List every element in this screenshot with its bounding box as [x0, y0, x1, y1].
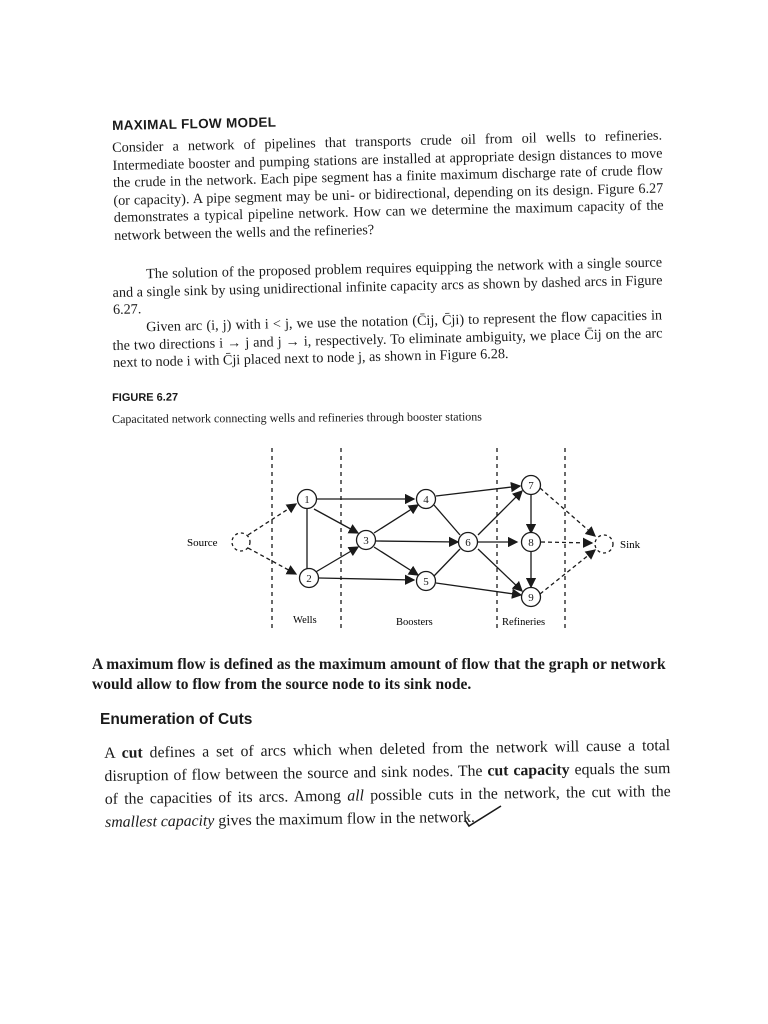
paragraph-1: Consider a network of pipelines that transports crude oil from oil wells to refineries. Intermediate booster and pumping stations are installed at appropriate design distances to move the crude in the network. Each pipe segment has a finite maximum discharge rate of crude flow (or capacity). A pipe segment may be uni- or bidirectional, depending on its design. Figure 6.27 demonstrates a typical pipeline network. How can we determine the maximum capacity of the network between the wells and the refineries? — [112, 127, 664, 244]
cuts-text-9: gives the maximum flow in the network. — [214, 808, 476, 830]
max-flow-definition: A maximum flow is defined as the maximum amount of flow that the graph or network would allow to flow from the source node to its sink node. — [92, 656, 666, 693]
node-1-label: 1 — [304, 494, 310, 506]
cuts-text-5: equals the sum of the capacities of its arcs. Among — [104, 760, 671, 808]
node-2-label: 2 — [306, 573, 312, 585]
paragraph-intro — [112, 128, 664, 245]
paragraph-3: Given arc (i, j) with i < j, we use the notation (C̄ij, C̄ji) to represent the flow capacities in the two directions i → j and j → i, respectively. To eliminate ambiguity, we place C̄ij on the arc next to node i with C̄ji placed next to node j, as shown in Figure 6.28. — [112, 307, 663, 371]
source-label: Source — [187, 537, 218, 549]
cuts-text-7: possible cuts in the network, the cut with the — [363, 783, 671, 805]
figure-caption: Capacitated network connecting wells and refineries through booster stations — [112, 409, 482, 426]
paragraph-2: The solution of the proposed problem requires equipping the network with a single source and a single sink by using unidirectional infinite capacity arcs as shown by dashed arcs in Figure 6.27. — [112, 254, 663, 318]
node-5-label: 5 — [423, 576, 429, 588]
checkmark-annotation — [455, 800, 505, 830]
enumeration-of-cuts-heading: Enumeration of Cuts — [100, 711, 253, 728]
node-9-label: 9 — [528, 592, 534, 604]
node-4-label: 4 — [423, 494, 429, 506]
cuts-paragraph — [104, 734, 671, 834]
figure-label: FIGURE 6.27 — [112, 391, 179, 404]
section-heading-maximal-flow: MAXIMAL FLOW MODEL — [112, 114, 277, 133]
cuts-text-1: A — [104, 744, 122, 762]
network-diagram — [0, 440, 768, 640]
source-node — [232, 533, 250, 551]
cut-capacity-term: cut capacity — [487, 761, 570, 780]
node-8-label: 8 — [528, 537, 534, 549]
sink-node — [595, 535, 613, 553]
boosters-label: Boosters — [396, 617, 433, 628]
all-term: all — [347, 787, 365, 805]
node-6-label: 6 — [465, 537, 471, 549]
cut-term: cut — [121, 744, 143, 762]
sink-label: Sink — [620, 539, 641, 551]
wells-label: Wells — [293, 615, 317, 626]
node-3-label: 3 — [363, 535, 369, 547]
group-separators — [272, 448, 565, 628]
node-7-label: 7 — [528, 480, 534, 492]
smallest-capacity-term: smallest capacity — [105, 812, 215, 831]
cuts-text-3: defines a set of arcs which when deleted from the network will cause a total disruption of flow between the source and sink nodes. The — [104, 737, 671, 785]
paragraph-notation — [112, 308, 663, 373]
refineries-label: Refineries — [502, 617, 546, 628]
